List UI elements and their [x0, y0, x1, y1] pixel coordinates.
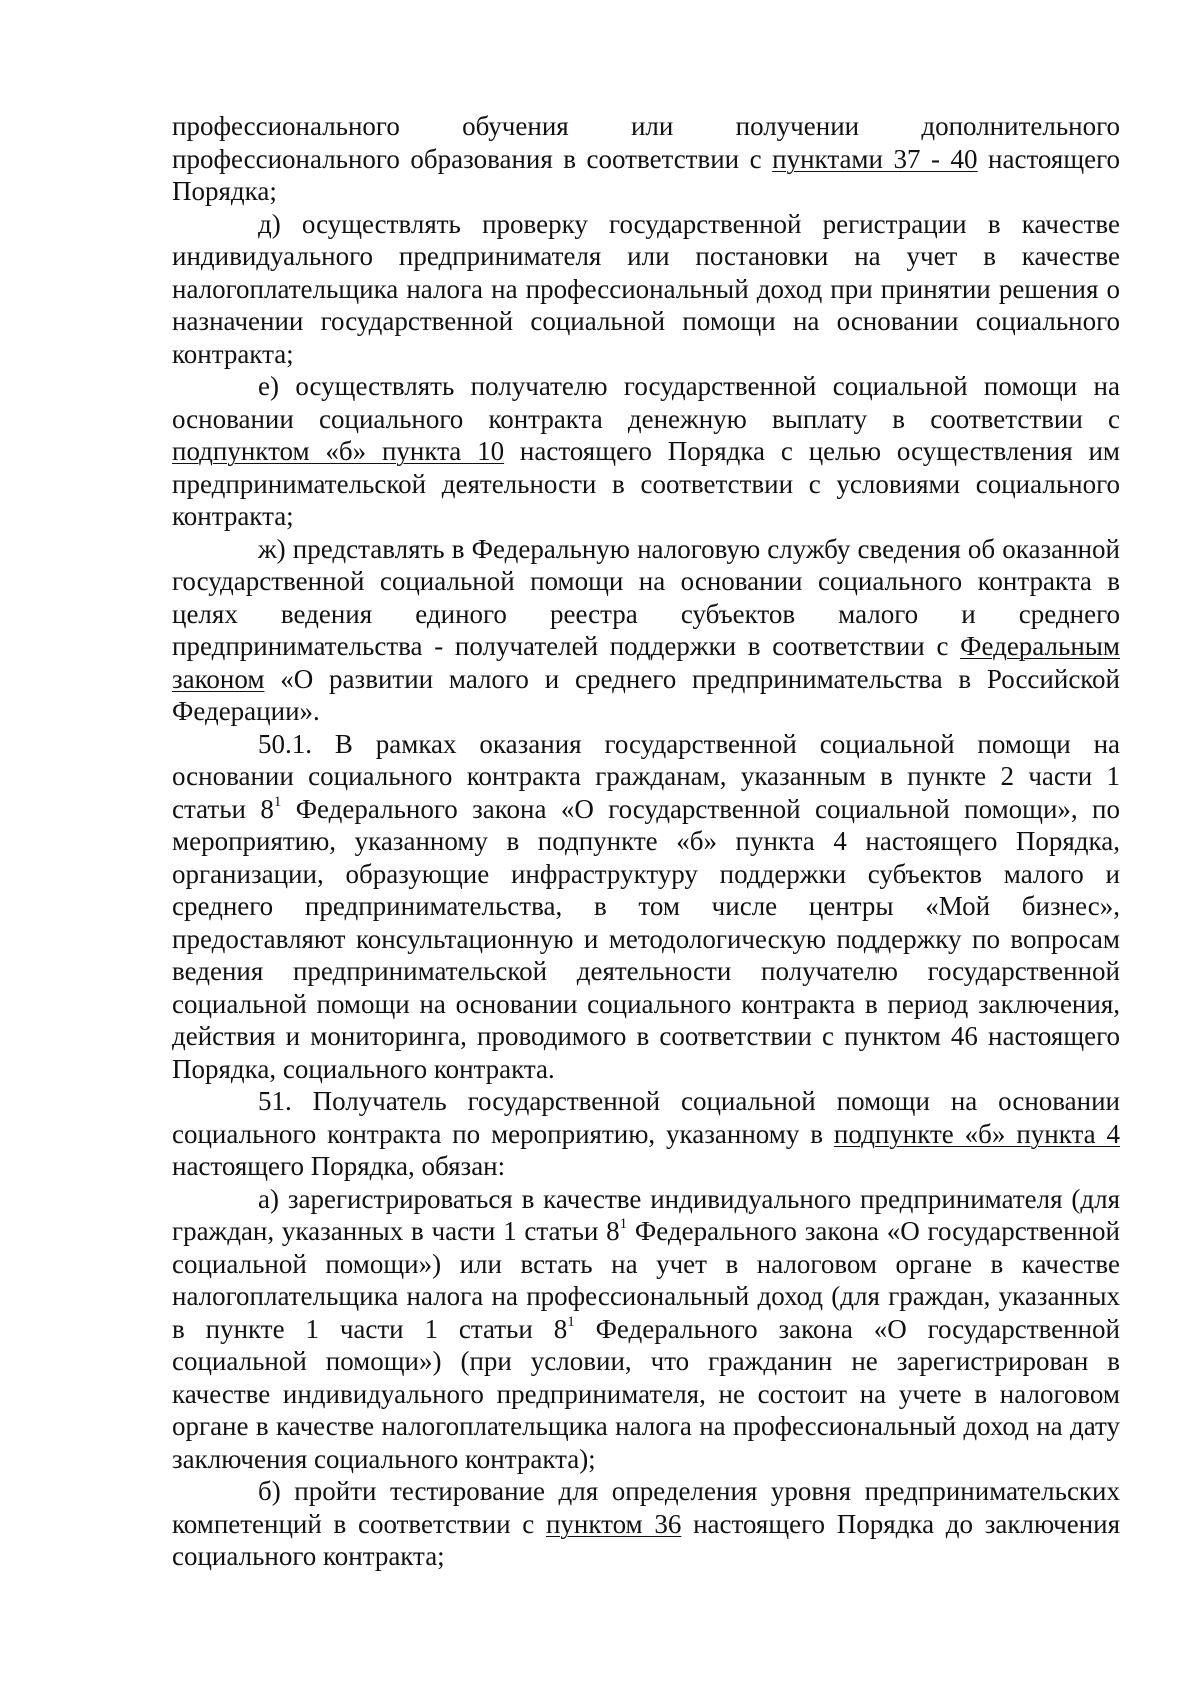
- reference-link-point-36[interactable]: пунктом 36: [545, 1508, 682, 1539]
- paragraph-zh: [172, 533, 1120, 728]
- text-run: ж) представлять в Федеральную налоговую службу сведения об оказанной государственной социальной помощи на основании социального контракта в целях ведения единого реестра субъектов малого и среднего предпринимательства - получателей поддержки в соответствии с: [172, 533, 1120, 661]
- text-run: «О развитии малого и среднего предпринимательства в Российской Федерации».: [172, 663, 1120, 726]
- paragraph-d: [172, 208, 1120, 371]
- text-run: б) пройти тестирование для определения уровня предпринимательских компетенций в соответствии с: [172, 1476, 1120, 1539]
- reference-link-federal-law[interactable]: Федеральным законом: [172, 631, 1120, 694]
- document-page: [172, 110, 1120, 1573]
- text-run: Федерального закона «О государственной социальной помощи», по мероприятию, указанному в подпункте «б» пункта 4 настоящего Порядка, организации, образующие инфраструктуру поддержки субъектов малого и среднего предпринимательства, в том числе центры «Мой бизнес», предоставляют консультационную и методологическую поддержку по вопросам ведения предпринимательской деятельности получателю государственной социальной помощи на основании социального контракта в период заключения, действия и мониторинга, проводимого в соответствии с пунктом 46 настоящего Порядка, социального контракта.: [172, 793, 1120, 1084]
- text-run: настоящего Порядка, обязан:: [172, 1151, 506, 1181]
- text-run: Федерального закона «О государственной социальной помощи») (при условии, что гражданин не зарегистрирован в качестве индивидуального предпринимателя, не состоит на учете в налоговом органе в качестве налогоплательщика налога на профессиональный доход на дату заключения социального контракта);: [172, 1313, 1120, 1474]
- text-run: настоящего Порядка с целью осуществления им предпринимательской деятельности в соответствии с условиями социального контракта;: [172, 436, 1120, 531]
- reference-link-subpoint-b-point-10[interactable]: подпунктом «б» пункта 10: [172, 436, 505, 466]
- paragraph-51-b: [172, 1475, 1120, 1573]
- superscript: 1: [273, 793, 282, 810]
- text-run: а) зарегистрироваться в качестве индивидуального предпринимателя (для граждан, указанных в части 1 статьи 8: [172, 1183, 1120, 1246]
- paragraph-51: [172, 1085, 1120, 1183]
- paragraph-50-1: [172, 728, 1120, 1086]
- text-run: 50.1. В рамках оказания государственной социальной помощи на основании социального контракта гражданам, указанным в пункте 2 части 1 статьи 8: [172, 728, 1120, 824]
- superscript: 1: [619, 1216, 628, 1232]
- text-run: д) осуществлять проверку государственной регистрации в качестве индивидуального предпринимателя или постановки на учет в качестве налогоплательщика налога на профессиональный доход при принятии решения о назначении государственной социальной помощи на основании социального контракта;: [172, 208, 1120, 369]
- text-run: Федерального закона «О государственной социальной помощи») или встать на учет в налоговом органе в качестве налогоплательщика налога на профессиональный доход (для граждан, указанных в пункте 1 части 1 статьи 8: [172, 1216, 1120, 1344]
- text-run: 51. Получатель государственной социальной помощи на основании социального контракта по мероприятию, указанному в: [172, 1086, 1120, 1149]
- superscript: 1: [567, 1313, 575, 1330]
- reference-link-points-37-40[interactable]: пунктами 37 - 40: [772, 143, 978, 174]
- paragraph-continuation: [172, 110, 1120, 208]
- reference-link-subpoint-b-point-4[interactable]: подпункте «б» пункта 4: [833, 1118, 1120, 1149]
- paragraph-51-a: [172, 1183, 1120, 1476]
- text-run: настоящего Порядка до заключения социального контракта;: [172, 1508, 1120, 1571]
- paragraph-e: [172, 370, 1120, 533]
- text-run: е) осуществлять получателю государственной социальной помощи на основании социального контракта денежную выплату в соответствии с: [172, 371, 1120, 434]
- text-run: настоящего Порядка;: [172, 143, 1120, 206]
- text-run: профессионального обучения или получении дополнительного профессионального образования в соответствии с: [172, 111, 1120, 174]
